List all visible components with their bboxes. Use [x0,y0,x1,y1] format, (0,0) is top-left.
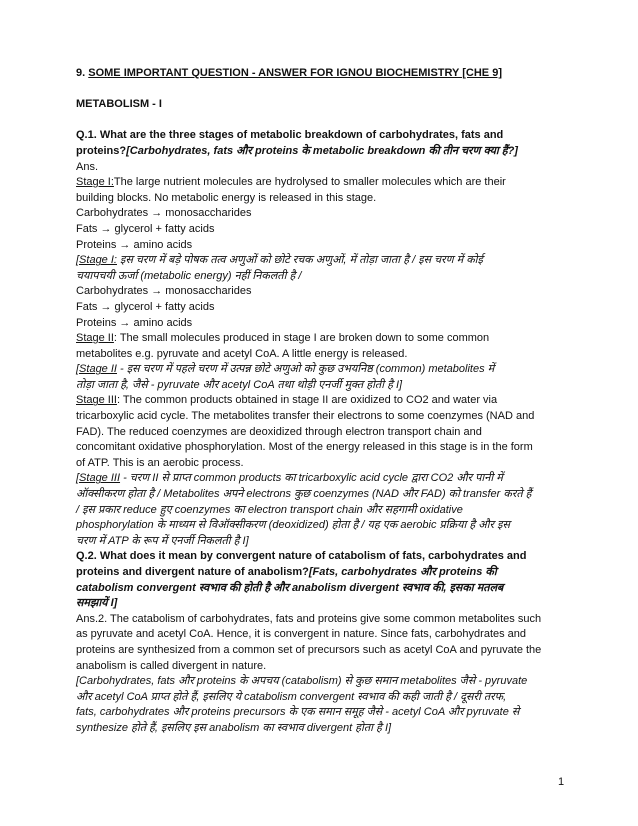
q2-hindi-line3: fats, carbohydrates और proteins precursors के एक समान समूह जैसे - acetyl CoA और pyruvate से [76,706,520,719]
stage2-line1 [76,331,566,347]
spacer [76,113,566,129]
section-title: METABOLISM - I [76,98,162,111]
reaction-line: Carbohydrates → monosaccharides [76,207,252,220]
stage2-hindi-line1 [76,362,566,378]
stage3-hindi-label: [Stage III [76,472,121,485]
stage3-hindi-line3: / इस प्रकार reduce हुए coenzymes का electron transport chain और सहगामी oxidative [76,503,463,516]
spacer [76,82,566,98]
stage3-line3: FAD). The reduced coenzymes are deoxidized through electron transport chain and [76,425,482,438]
stage3-hindi-line2: ऑक्सीकरण होता है / Metabolites अपने electrons कुछ coenzymes (NAD और FAD) को transfer करते हैं [76,488,532,501]
q2-question-line4: समझायें I] [76,597,118,610]
stage3-line1 [76,393,566,409]
q1-ans-label: Ans. [76,160,99,173]
stage3-text: : The common products obtained in stage II are oxidized to CO2 and water via [116,394,498,407]
reaction-line: Fats → glycerol + fatty acids [76,222,215,235]
q2-question-main: proteins and divergent nature of anabolism? [76,566,309,578]
heading-text: SOME IMPORTANT QUESTION - ANSWER FOR IGNOU BIOCHEMISTRY [CHE 9] [88,67,502,79]
reaction-line: Proteins → amino acids [76,316,193,329]
q1-question-line2 [76,144,566,160]
stage1-label: Stage I: [76,176,114,189]
q1-question-line1: Q.1. What are the three stages of metabolic breakdown of carbohydrates, fats and [76,129,504,142]
stage3-hindi-line4: phosphorylation के माध्यम से विऑक्सीकरण (deoxidized) होता है / यह एक aerobic प्रक्रिया है और इस [76,519,510,532]
stage1-hindi-line1 [76,253,566,269]
stage2-line2: metabolites e.g. pyruvate and acetyl CoA. A little energy is released. [76,347,408,360]
stage2-label: Stage II [76,332,114,345]
q1-question-hindi: [Carbohydrates, fats और proteins के metabolic breakdown की तीन चरण क्या हैं?] [126,144,518,157]
stage2-hindi-label: [Stage II [76,363,117,376]
stage1-line1 [76,175,566,191]
q2-answer-line2: as pyruvate and acetyl CoA. Hence, it is convergent in nature. Since fats, carbohydrates and [76,628,527,641]
q2-answer-line1: Ans.2. The catabolism of carbohydrates, fats and proteins give some common metabolites such [76,612,542,625]
stage1-line2: building blocks. No metabolic energy is released in this stage. [76,191,377,204]
stage3-line4: concomitant oxidative phosphorylation. Most of the energy released in this stage is in the form [76,441,533,454]
stage2-text: : The small molecules produced in stage I are broken down to some common [113,332,490,345]
stage3-line5: of ATP. This is an aerobic process. [76,456,244,469]
q2-question-line1: Q.2. What does it mean by convergent nature of catabolism of fats, carbohydrates and [76,550,527,563]
stage1-hindi-label: [Stage I: [76,254,117,267]
q2-answer-line3: proteins are synthesized from a common set of precursors such as acetyl CoA and pyruvate the [76,643,542,656]
q2-hindi-line4: synthesize होते हैं, इसलिए इस anabolism का स्वभाव divergent होता है I] [76,721,392,734]
q2-question-line3: catabolism convergent स्वभाव की होती है और anabolism divergent स्वभाव की, इसका मतलब [76,581,504,594]
document-heading [76,66,566,82]
reaction-line: Carbohydrates → monosaccharides [76,285,252,298]
stage3-hindi-line5: चरण में ATP के रूप में एनर्जी निकलती है I] [76,534,249,547]
stage3-hindi-line1 [76,471,566,487]
q2-hindi-line1: [Carbohydrates, fats और proteins के अपचय (catabolism) से कुछ समान metabolites जैसे - pyruvate [76,675,528,688]
q2-answer-line4: anabolism is called divergent in nature. [76,659,267,672]
q2-hindi-line2: और acetyl CoA प्राप्त होते हैं, इसलिए ये catabolism convergent स्वभाव की कही जाती है / दूसरी तरफ, [76,690,507,703]
stage3-line2: tricarboxylic acid cycle. The metabolites transfer their electrons to some coenzymes (NAD and [76,410,535,423]
stage1-hindi-line2: चयापचयी ऊर्जा (metabolic energy) नहीं निकलती है / [76,269,302,282]
heading-number: 9. [76,67,86,79]
stage3-hindi-text: - चरण II से प्राप्त common products का tricarboxylic acid cycle द्वारा CO2 और पानी में [120,472,503,485]
stage3-label: Stage III [76,394,117,407]
q2-question-line2 [76,565,566,581]
page-number: 1 [558,776,565,788]
stage2-hindi-line2: तोड़ा जाता है, जैसे - pyruvate और acetyl CoA तथा थोड़ी एनर्जी मुक्त होती है I] [76,378,403,391]
document-page [76,66,566,737]
q1-question-main: proteins? [76,144,127,157]
q2-question-hindi: [Fats, carbohydrates और proteins की [308,566,497,578]
reaction-line: Fats → glycerol + fatty acids [76,300,215,313]
reaction-line: Proteins → amino acids [76,238,193,251]
stage1-hindi-text: इस चरण में बड़े पोषक तत्व अणुओं को छोटे रचक अणुओं, में तोड़ा जाता है / इस चरण में कोई [116,254,483,267]
stage1-text: The large nutrient molecules are hydrolysed to smaller molecules which are their [113,176,506,189]
stage2-hindi-text: - इस चरण में पहले चरण में उत्पन्न छोटे अणुओ को कुछ उभयनिष्ठ (common) metabolites में [116,363,495,376]
